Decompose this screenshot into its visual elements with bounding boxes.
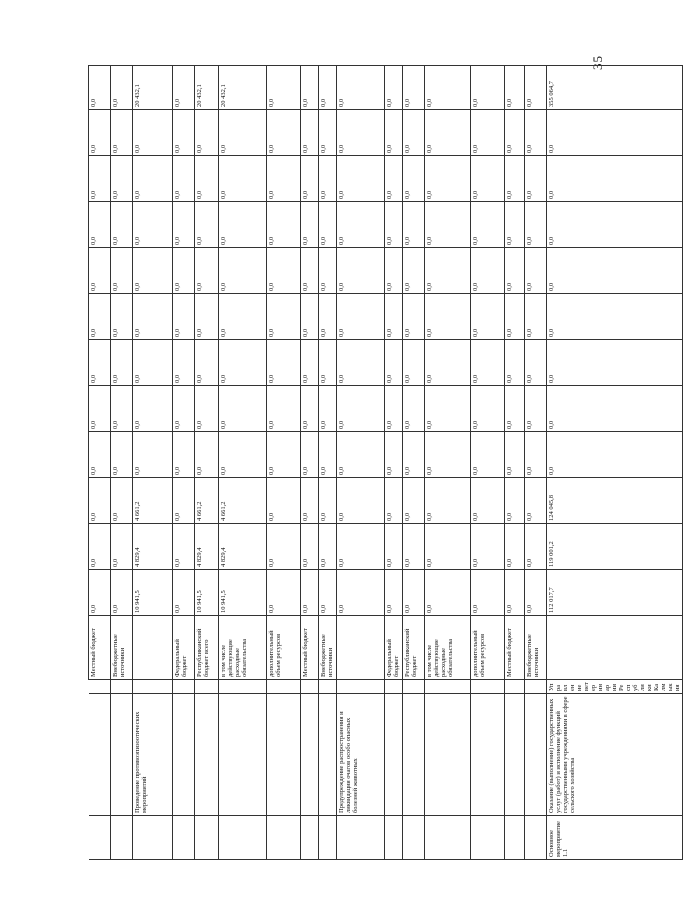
stage-cell xyxy=(219,816,267,860)
stage-cell xyxy=(173,816,195,860)
event-cell xyxy=(89,694,111,816)
executor-cell: Управление ветеринарии Республики Калмыкия xyxy=(547,680,683,694)
stage-cell xyxy=(195,816,219,860)
value-cell: 0,0 xyxy=(337,248,385,294)
value-cell: 0,0 xyxy=(267,478,301,524)
value-cell: 4 661,2 xyxy=(195,478,219,524)
value-cell: 0,0 xyxy=(133,202,173,248)
executor-cell xyxy=(301,680,319,694)
source-cell: Федеральный бюджет xyxy=(385,616,403,680)
value-cell: 0,0 xyxy=(173,386,195,432)
value-cell: 0,0 xyxy=(505,432,525,478)
value-cell: 0,0 xyxy=(385,386,403,432)
value-cell: 0,0 xyxy=(505,386,525,432)
value-cell: 0,0 xyxy=(195,432,219,478)
event-cell: Оказание (выполнение) государственных услуг (работ) и исполнение функций государственными учреждениями в сфере сельского хозяйства xyxy=(547,694,683,816)
value-cell: 0,0 xyxy=(319,570,337,616)
source-cell: Местный бюджет xyxy=(89,616,111,680)
source-cell: Внебюджетные источники xyxy=(111,616,133,680)
value-cell: 20 432,1 xyxy=(195,66,219,110)
value-cell: 0,0 xyxy=(385,570,403,616)
value-cell: 0,0 xyxy=(425,248,471,294)
value-cell: 0,0 xyxy=(525,294,547,340)
value-cell: 0,0 xyxy=(301,524,319,570)
source-cell: в том числе действующие расходные обязательства xyxy=(425,616,471,680)
value-cell: 0,0 xyxy=(403,294,425,340)
value-cell: 0,0 xyxy=(547,432,683,478)
value-cell: 0,0 xyxy=(385,110,403,156)
value-cell: 0,0 xyxy=(133,386,173,432)
value-cell: 0,0 xyxy=(219,110,267,156)
value-cell: 0,0 xyxy=(337,478,385,524)
value-cell: 0,0 xyxy=(173,110,195,156)
value-cell: 0,0 xyxy=(471,524,505,570)
source-cell xyxy=(133,616,173,680)
event-cell xyxy=(403,694,425,816)
value-cell: 0,0 xyxy=(219,156,267,202)
value-cell: 0,0 xyxy=(111,570,133,616)
event-cell xyxy=(425,694,471,816)
table-row xyxy=(471,66,505,860)
value-cell: 0,0 xyxy=(267,66,301,110)
value-cell: 10 941,5 xyxy=(195,570,219,616)
value-cell: 0,0 xyxy=(173,294,195,340)
value-cell: 0,0 xyxy=(471,248,505,294)
value-cell: 0,0 xyxy=(301,202,319,248)
value-cell: 0,0 xyxy=(89,340,111,386)
value-cell: 0,0 xyxy=(505,66,525,110)
budget-table-body xyxy=(89,66,683,860)
value-cell: 0,0 xyxy=(547,156,683,202)
value-cell: 0,0 xyxy=(173,432,195,478)
stage-cell xyxy=(385,816,403,860)
value-cell: 0,0 xyxy=(525,110,547,156)
value-cell: 0,0 xyxy=(111,110,133,156)
table-row xyxy=(301,66,319,860)
value-cell: 124 045,8 xyxy=(547,478,683,524)
value-cell: 0,0 xyxy=(301,570,319,616)
value-cell: 0,0 xyxy=(133,432,173,478)
event-cell xyxy=(195,694,219,816)
value-cell: 0,0 xyxy=(267,110,301,156)
value-cell: 0,0 xyxy=(385,202,403,248)
executor-cell xyxy=(385,680,403,694)
value-cell: 20 432,1 xyxy=(219,66,267,110)
value-cell: 0,0 xyxy=(337,386,385,432)
value-cell: 0,0 xyxy=(471,66,505,110)
value-cell: 0,0 xyxy=(89,432,111,478)
value-cell: 0,0 xyxy=(111,294,133,340)
stage-cell xyxy=(301,816,319,860)
value-cell: 0,0 xyxy=(111,248,133,294)
event-cell xyxy=(219,694,267,816)
table-row xyxy=(219,66,267,860)
value-cell: 0,0 xyxy=(173,570,195,616)
value-cell: 4 661,2 xyxy=(133,478,173,524)
event-cell xyxy=(319,694,337,816)
value-cell: 0,0 xyxy=(505,294,525,340)
table-row xyxy=(133,66,173,860)
value-cell: 0,0 xyxy=(267,294,301,340)
value-cell: 0,0 xyxy=(219,248,267,294)
value-cell: 0,0 xyxy=(301,432,319,478)
value-cell: 0,0 xyxy=(89,570,111,616)
value-cell: 0,0 xyxy=(89,248,111,294)
source-cell xyxy=(337,616,385,680)
value-cell: 0,0 xyxy=(267,524,301,570)
value-cell: 0,0 xyxy=(319,524,337,570)
value-cell: 0,0 xyxy=(301,294,319,340)
value-cell: 0,0 xyxy=(89,386,111,432)
value-cell: 0,0 xyxy=(173,478,195,524)
value-cell: 0,0 xyxy=(425,524,471,570)
value-cell: 0,0 xyxy=(547,202,683,248)
value-cell: 0,0 xyxy=(219,432,267,478)
event-cell xyxy=(301,694,319,816)
value-cell: 0,0 xyxy=(471,570,505,616)
event-cell xyxy=(471,694,505,816)
stage-cell xyxy=(89,816,111,860)
value-cell: 0,0 xyxy=(403,156,425,202)
value-cell: 0,0 xyxy=(301,340,319,386)
value-cell: 0,0 xyxy=(219,202,267,248)
value-cell: 0,0 xyxy=(425,202,471,248)
source-cell: Местный бюджет xyxy=(505,616,525,680)
executor-cell xyxy=(319,680,337,694)
executor-cell xyxy=(173,680,195,694)
source-cell: Местный бюджет xyxy=(301,616,319,680)
value-cell: 0,0 xyxy=(111,432,133,478)
value-cell: 0,0 xyxy=(133,294,173,340)
value-cell: 0,0 xyxy=(89,202,111,248)
value-cell: 0,0 xyxy=(385,156,403,202)
value-cell: 0,0 xyxy=(385,340,403,386)
value-cell: 0,0 xyxy=(471,432,505,478)
value-cell: 0,0 xyxy=(525,202,547,248)
value-cell: 0,0 xyxy=(195,110,219,156)
value-cell: 0,0 xyxy=(89,294,111,340)
source-cell: дополнительный объем ресурсов xyxy=(267,616,301,680)
value-cell: 0,0 xyxy=(319,66,337,110)
rotated-table-container xyxy=(88,66,681,860)
event-cell xyxy=(525,694,547,816)
value-cell: 10 941,5 xyxy=(219,570,267,616)
stage-cell xyxy=(505,816,525,860)
table-row xyxy=(89,66,111,860)
table-row xyxy=(111,66,133,860)
executor-cell xyxy=(219,680,267,694)
value-cell: 0,0 xyxy=(547,340,683,386)
table-row xyxy=(267,66,301,860)
value-cell: 0,0 xyxy=(89,524,111,570)
value-cell: 0,0 xyxy=(195,202,219,248)
value-cell: 0,0 xyxy=(385,294,403,340)
executor-cell xyxy=(267,680,301,694)
stage-cell: Основное мероприятие 1.1 xyxy=(547,816,683,860)
value-cell: 0,0 xyxy=(301,478,319,524)
executor-cell xyxy=(403,680,425,694)
value-cell: 112 017,7 xyxy=(547,570,683,616)
value-cell: 0,0 xyxy=(267,248,301,294)
executor-cell xyxy=(89,680,111,694)
value-cell: 0,0 xyxy=(319,248,337,294)
value-cell: 0,0 xyxy=(219,340,267,386)
stage-cell xyxy=(337,816,385,860)
value-cell: 0,0 xyxy=(505,524,525,570)
executor-cell xyxy=(525,680,547,694)
value-cell: 0,0 xyxy=(525,248,547,294)
value-cell: 0,0 xyxy=(337,110,385,156)
value-cell: 0,0 xyxy=(425,340,471,386)
table-row xyxy=(319,66,337,860)
value-cell: 0,0 xyxy=(111,478,133,524)
value-cell: 0,0 xyxy=(425,432,471,478)
value-cell: 0,0 xyxy=(505,478,525,524)
value-cell: 0,0 xyxy=(267,432,301,478)
source-cell: Республиканский бюджет xyxy=(403,616,425,680)
table-row xyxy=(525,66,547,860)
stage-cell xyxy=(425,816,471,860)
value-cell: 0,0 xyxy=(471,386,505,432)
value-cell: 0,0 xyxy=(319,294,337,340)
value-cell: 0,0 xyxy=(525,570,547,616)
value-cell: 0,0 xyxy=(425,294,471,340)
table-row xyxy=(173,66,195,860)
executor-cell xyxy=(505,680,525,694)
value-cell: 0,0 xyxy=(301,110,319,156)
value-cell: 0,0 xyxy=(471,110,505,156)
value-cell: 4 661,2 xyxy=(219,478,267,524)
value-cell: 10 941,5 xyxy=(133,570,173,616)
value-cell: 0,0 xyxy=(505,340,525,386)
value-cell: 0,0 xyxy=(195,294,219,340)
value-cell: 0,0 xyxy=(403,524,425,570)
table-row xyxy=(337,66,385,860)
value-cell: 0,0 xyxy=(403,340,425,386)
value-cell: 0,0 xyxy=(111,156,133,202)
value-cell: 0,0 xyxy=(425,570,471,616)
value-cell: 0,0 xyxy=(267,386,301,432)
value-cell: 0,0 xyxy=(385,524,403,570)
value-cell: 119 001,2 xyxy=(547,524,683,570)
value-cell: 0,0 xyxy=(89,478,111,524)
value-cell: 0,0 xyxy=(319,202,337,248)
value-cell: 0,0 xyxy=(173,248,195,294)
stage-cell xyxy=(525,816,547,860)
value-cell: 0,0 xyxy=(425,66,471,110)
table-row xyxy=(425,66,471,860)
value-cell: 0,0 xyxy=(403,66,425,110)
value-cell: 0,0 xyxy=(133,340,173,386)
value-cell: 0,0 xyxy=(403,432,425,478)
stage-cell xyxy=(319,816,337,860)
value-cell: 0,0 xyxy=(301,156,319,202)
stage-cell xyxy=(471,816,505,860)
value-cell: 0,0 xyxy=(403,202,425,248)
value-cell: 0,0 xyxy=(89,110,111,156)
budget-table xyxy=(88,65,683,860)
value-cell: 0,0 xyxy=(301,248,319,294)
value-cell: 4 829,4 xyxy=(219,524,267,570)
source-cell xyxy=(547,616,683,680)
event-cell xyxy=(111,694,133,816)
value-cell: 0,0 xyxy=(547,110,683,156)
value-cell: 0,0 xyxy=(267,202,301,248)
value-cell: 0,0 xyxy=(173,66,195,110)
value-cell: 0,0 xyxy=(505,202,525,248)
value-cell: 0,0 xyxy=(111,66,133,110)
value-cell: 0,0 xyxy=(133,248,173,294)
value-cell: 0,0 xyxy=(385,432,403,478)
value-cell: 0,0 xyxy=(547,248,683,294)
value-cell: 0,0 xyxy=(505,156,525,202)
value-cell: 20 432,1 xyxy=(133,66,173,110)
value-cell: 0,0 xyxy=(319,156,337,202)
table-row xyxy=(505,66,525,860)
value-cell: 0,0 xyxy=(403,248,425,294)
value-cell: 0,0 xyxy=(89,66,111,110)
value-cell: 0,0 xyxy=(505,110,525,156)
value-cell: 0,0 xyxy=(133,110,173,156)
value-cell: 0,0 xyxy=(111,386,133,432)
value-cell: 0,0 xyxy=(337,156,385,202)
event-cell: Проведение противоэпизоотических мероприятий xyxy=(133,694,173,816)
stage-cell xyxy=(403,816,425,860)
value-cell: 0,0 xyxy=(337,570,385,616)
value-cell: 0,0 xyxy=(195,248,219,294)
value-cell: 0,0 xyxy=(89,156,111,202)
value-cell: 0,0 xyxy=(337,524,385,570)
stage-cell xyxy=(267,816,301,860)
value-cell: 0,0 xyxy=(471,340,505,386)
source-cell: Федеральный бюджет xyxy=(173,616,195,680)
value-cell: 0,0 xyxy=(385,478,403,524)
value-cell: 0,0 xyxy=(173,156,195,202)
event-cell xyxy=(267,694,301,816)
value-cell: 0,0 xyxy=(337,202,385,248)
value-cell: 0,0 xyxy=(547,386,683,432)
value-cell: 0,0 xyxy=(425,110,471,156)
source-cell: в том числе действующие расходные обязательства xyxy=(219,616,267,680)
event-cell xyxy=(385,694,403,816)
page-number: 35 xyxy=(590,55,605,70)
value-cell: 0,0 xyxy=(403,110,425,156)
value-cell: 0,0 xyxy=(337,340,385,386)
value-cell: 0,0 xyxy=(337,66,385,110)
value-cell: 0,0 xyxy=(403,478,425,524)
value-cell: 0,0 xyxy=(505,570,525,616)
value-cell: 0,0 xyxy=(173,340,195,386)
value-cell: 0,0 xyxy=(471,202,505,248)
value-cell: 0,0 xyxy=(425,478,471,524)
value-cell: 0,0 xyxy=(173,524,195,570)
value-cell: 0,0 xyxy=(301,386,319,432)
executor-cell xyxy=(195,680,219,694)
table-row xyxy=(403,66,425,860)
event-cell: Предупреждение распространения и ликвидация очагов особо опасных болезней животных xyxy=(337,694,385,816)
value-cell: 0,0 xyxy=(319,386,337,432)
value-cell: 0,0 xyxy=(219,294,267,340)
value-cell: 0,0 xyxy=(403,386,425,432)
value-cell: 0,0 xyxy=(525,524,547,570)
value-cell: 0,0 xyxy=(525,386,547,432)
value-cell: 0,0 xyxy=(525,432,547,478)
table-row xyxy=(195,66,219,860)
value-cell: 0,0 xyxy=(319,432,337,478)
value-cell: 4 829,4 xyxy=(195,524,219,570)
value-cell: 0,0 xyxy=(267,156,301,202)
value-cell: 0,0 xyxy=(471,294,505,340)
value-cell: 0,0 xyxy=(219,386,267,432)
source-cell: Внебюджетные источники xyxy=(525,616,547,680)
value-cell: 0,0 xyxy=(111,202,133,248)
value-cell: 0,0 xyxy=(425,386,471,432)
source-cell: дополнительный объем ресурсов xyxy=(471,616,505,680)
value-cell: 4 829,4 xyxy=(133,524,173,570)
value-cell: 0,0 xyxy=(385,66,403,110)
value-cell: 0,0 xyxy=(173,202,195,248)
value-cell: 0,0 xyxy=(111,340,133,386)
value-cell: 0,0 xyxy=(133,156,173,202)
value-cell: 0,0 xyxy=(337,294,385,340)
value-cell: 0,0 xyxy=(525,478,547,524)
value-cell: 0,0 xyxy=(195,156,219,202)
value-cell: 0,0 xyxy=(267,570,301,616)
event-cell xyxy=(173,694,195,816)
value-cell: 0,0 xyxy=(319,478,337,524)
value-cell: 0,0 xyxy=(425,156,471,202)
value-cell: 0,0 xyxy=(505,248,525,294)
source-cell: Внебюджетные источники xyxy=(319,616,337,680)
value-cell: 0,0 xyxy=(525,340,547,386)
value-cell: 0,0 xyxy=(195,340,219,386)
value-cell: 0,0 xyxy=(385,248,403,294)
value-cell: 0,0 xyxy=(319,110,337,156)
value-cell: 0,0 xyxy=(301,66,319,110)
document-sheet xyxy=(88,66,681,860)
stage-cell xyxy=(111,816,133,860)
event-cell xyxy=(505,694,525,816)
value-cell: 0,0 xyxy=(319,340,337,386)
source-cell: Республиканский бюджет всего xyxy=(195,616,219,680)
value-cell: 0,0 xyxy=(195,386,219,432)
value-cell: 0,0 xyxy=(471,478,505,524)
executor-cell xyxy=(337,680,385,694)
executor-cell xyxy=(425,680,471,694)
table-row xyxy=(547,66,683,860)
value-cell: 0,0 xyxy=(525,156,547,202)
value-cell: 0,0 xyxy=(111,524,133,570)
value-cell: 0,0 xyxy=(525,66,547,110)
value-cell: 355 064,7 xyxy=(547,66,683,110)
table-row xyxy=(385,66,403,860)
executor-cell xyxy=(111,680,133,694)
stage-cell xyxy=(133,816,173,860)
value-cell: 0,0 xyxy=(267,340,301,386)
executor-cell xyxy=(471,680,505,694)
executor-cell xyxy=(133,680,173,694)
value-cell: 0,0 xyxy=(547,294,683,340)
value-cell: 0,0 xyxy=(403,570,425,616)
value-cell: 0,0 xyxy=(337,432,385,478)
value-cell: 0,0 xyxy=(471,156,505,202)
